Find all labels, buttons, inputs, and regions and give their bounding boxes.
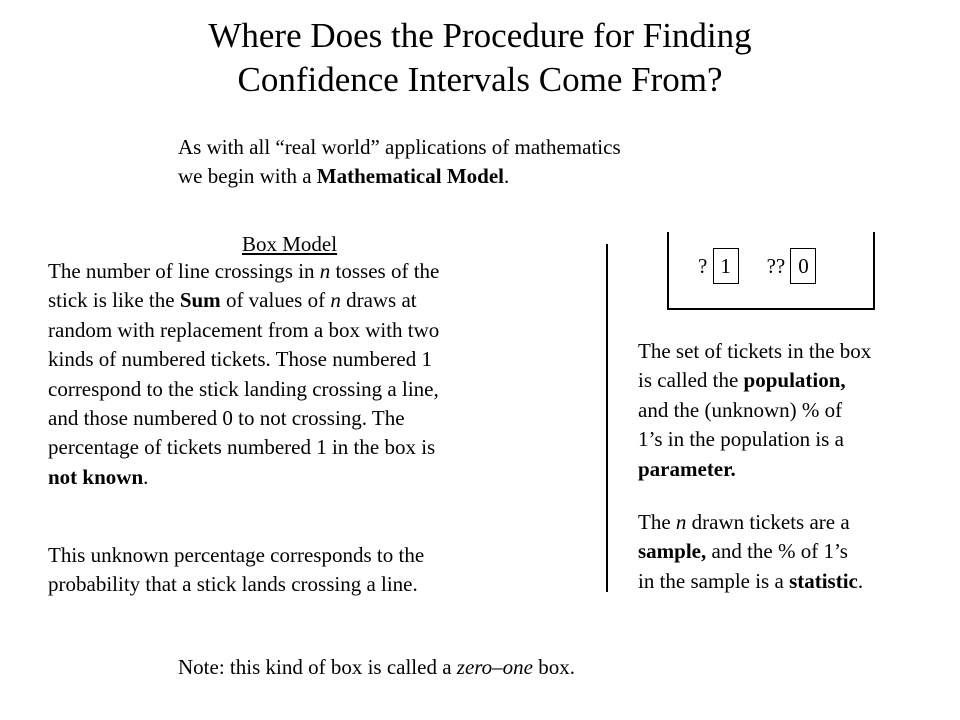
statistic-term: statistic <box>789 568 858 593</box>
box-desc-line: kinds of numbered tickets. Those numbered 1 <box>48 347 432 372</box>
ticket-zero: 0 <box>790 248 816 284</box>
mathematical-model-term: Mathematical Model <box>316 164 504 188</box>
page-title <box>0 14 960 102</box>
box-desc-line: stick is like the Sum of values of n draws at <box>48 288 417 313</box>
sample-description: The n drawn tickets are a sample, and the % of 1’s in the sample is a statistic. <box>638 510 864 593</box>
not-known-term: not known <box>48 464 144 489</box>
title-line-2: Confidence Intervals Come From? <box>237 60 723 99</box>
box-model-heading: Box Model <box>242 232 338 256</box>
vertical-divider <box>606 244 608 592</box>
intro-line-2: we begin with a Mathematical Model. <box>178 164 510 188</box>
parameter-term: parameter. <box>638 456 736 481</box>
box-model-description <box>48 257 608 492</box>
intro-text <box>178 133 621 191</box>
unknown-count-mark: ?? <box>766 254 791 278</box>
unknown-percentage-note <box>48 541 424 600</box>
box-tickets <box>698 251 816 284</box>
box-desc-line: not known. <box>48 464 149 489</box>
ticket-one: 1 <box>713 248 739 284</box>
population-description: The set of tickets in the box is called the population, and the (unknown) % of 1’s in the population is a parameter. <box>638 339 872 481</box>
box-desc-line: correspond to the stick landing crossing a line, <box>48 376 439 401</box>
sample-term: sample, <box>638 539 707 564</box>
sum-term: Sum <box>179 288 221 313</box>
box-desc-line: random with replacement from a box with two <box>48 317 440 342</box>
unknown-line-1: This unknown percentage corresponds to the <box>48 543 425 567</box>
box-desc-line: The number of line crossings in n tosses of the <box>48 259 440 283</box>
population-term: population, <box>743 368 846 393</box>
footer-note: Note: this kind of box is called a zero–one box. <box>178 655 576 679</box>
title-line-1: Where Does the Procedure for Finding <box>208 16 752 55</box>
unknown-line-2: probability that a stick lands crossing a line. <box>48 572 418 597</box>
box-desc-line: percentage of tickets numbered 1 in the box is <box>48 435 436 460</box>
box-desc-line: and those numbered 0 to not crossing. The <box>48 406 405 431</box>
unknown-count-mark: ? <box>698 254 713 278</box>
zero-one-term: zero–one <box>456 655 534 679</box>
intro-line-1: As with all “real world” applications of mathematics <box>178 135 621 159</box>
